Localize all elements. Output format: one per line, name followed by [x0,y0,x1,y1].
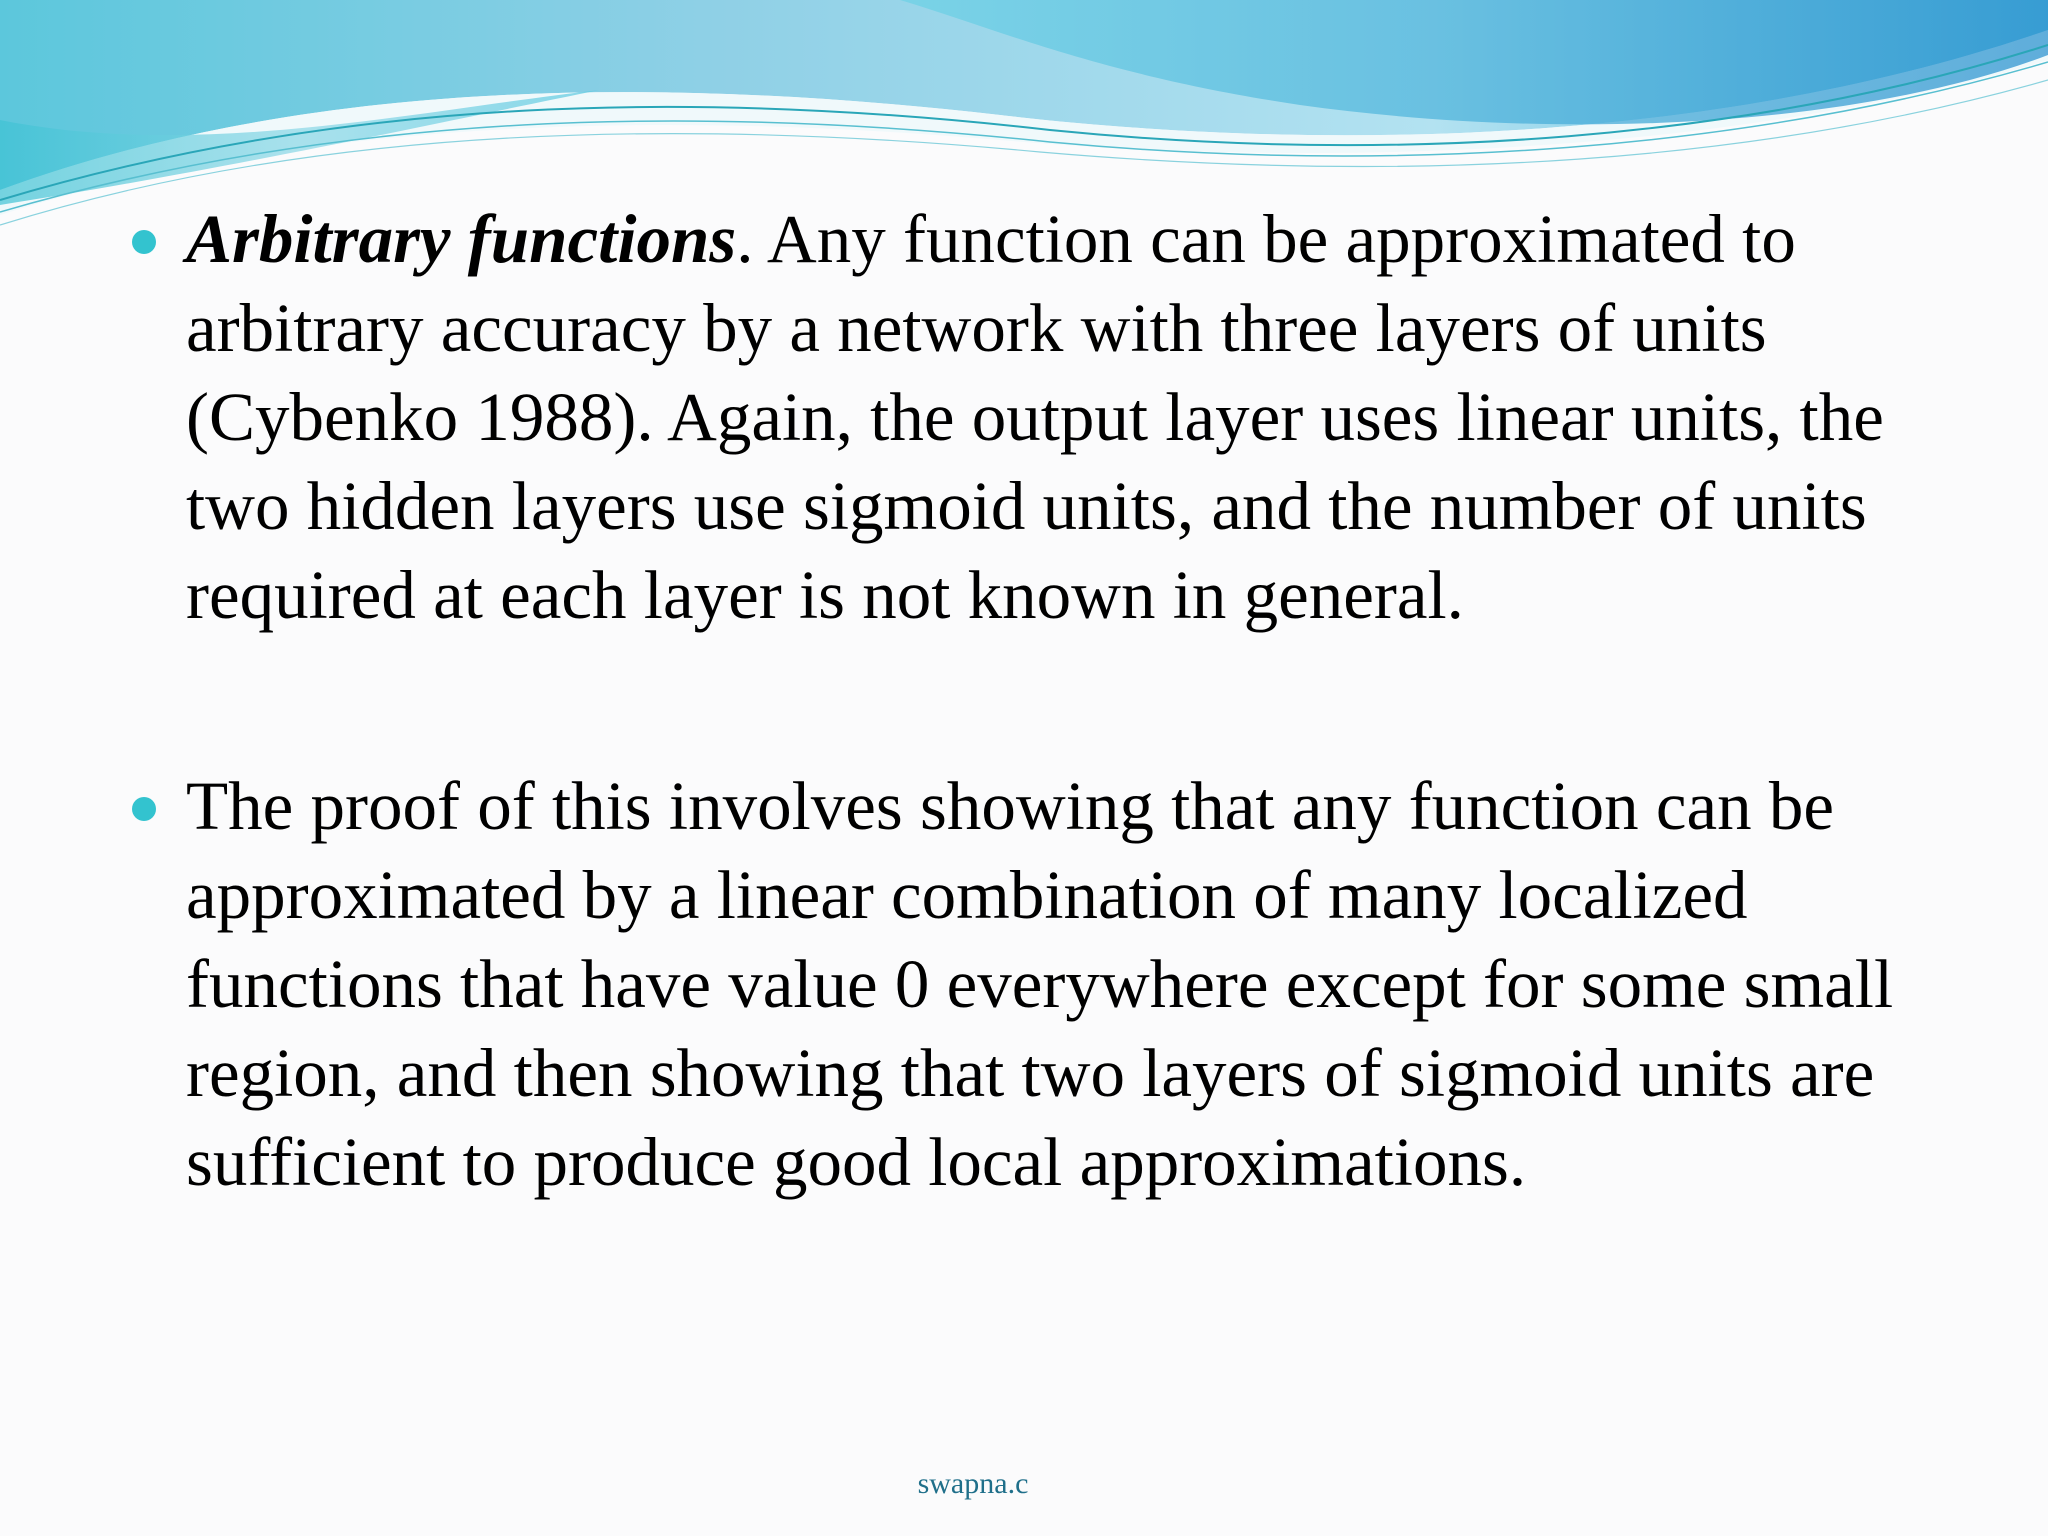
footer-author: swapna.c [917,1467,1029,1500]
bullet-dot-icon [132,230,156,254]
bullet-item-proof [130,762,1950,1207]
bullet-lead-term: Arbitrary functions [186,201,737,277]
bullet-text: . Any function can be approximated to arbitrary accuracy by a network with three layers of units (Cybenko 1988). Again, the output layer uses linear units, the two hidden layers use sigmoid units, and the number of units required at each layer is not known in general. [186,201,1884,633]
slide-content [130,195,1950,1207]
bullet-dot-icon [132,797,156,821]
bullet-item-arbitrary-functions [130,195,1950,640]
bullet-text: The proof of this involves showing that any function can be approximated by a linear combination of many localized functions that have value 0 everywhere except for some small region, and then showing that two layers of sigmoid units are sufficient to produce good local approximations. [186,768,1894,1200]
